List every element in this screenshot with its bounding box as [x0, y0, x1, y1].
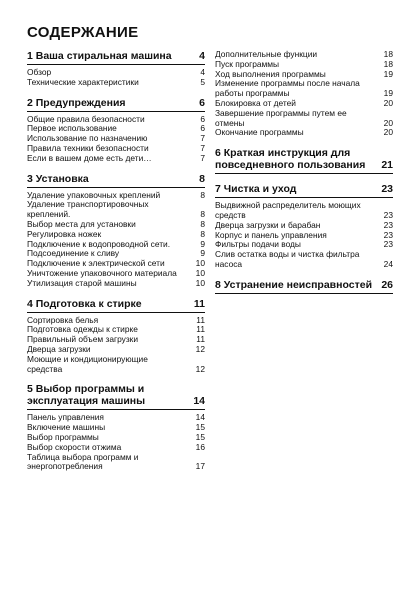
- toc-entry-title: Ход выполнения программы: [215, 68, 326, 79]
- toc-entry[interactable]: [27, 200, 205, 220]
- toc-entry[interactable]: [215, 201, 393, 221]
- toc-entry-page: 7: [200, 133, 205, 144]
- toc-entry-title: Пуск программы: [215, 58, 280, 69]
- toc-entry-page: 10: [195, 258, 205, 269]
- toc-section: [215, 183, 393, 270]
- section-page-number: 26: [381, 278, 393, 291]
- section-title: 2 Предупреждения: [27, 96, 126, 109]
- section-page-number: 14: [193, 395, 205, 408]
- toc-entry[interactable]: [27, 355, 205, 375]
- toc-entry-title: Правильный объем загрузки: [27, 334, 139, 345]
- section-heading[interactable]: [215, 183, 393, 198]
- toc-entry-page: 23: [383, 209, 393, 220]
- toc-entry-title: Моющие и кондиционирующие средства: [27, 353, 148, 374]
- toc-entry-page: 11: [196, 334, 205, 345]
- toc-entry-page: 18: [383, 49, 393, 59]
- toc-entry-title: Сортировка белья: [27, 314, 99, 325]
- section-heading[interactable]: [215, 279, 393, 294]
- section-heading[interactable]: [27, 97, 205, 112]
- section-heading[interactable]: [215, 147, 393, 174]
- toc-entry[interactable]: [215, 250, 393, 270]
- toc-section: [27, 50, 205, 88]
- toc-entry-page: 8: [200, 218, 205, 229]
- toc-entry[interactable]: [27, 78, 205, 88]
- toc-entry-title: Подключение к водопроводной сети.: [27, 238, 171, 249]
- toc-entry[interactable]: [27, 279, 205, 289]
- toc-entry-title: Использование по назначению: [27, 133, 148, 144]
- toc-entry-title: Удаление транспортировочных креплений.: [27, 199, 149, 220]
- section-title: 1 Ваша стиральная машина: [27, 50, 172, 62]
- toc-entry-page: 14: [195, 412, 205, 423]
- toc-entry-page: 7: [200, 142, 205, 153]
- section-page-number: 21: [381, 159, 393, 172]
- toc-entry-page: 24: [383, 258, 393, 269]
- toc-entry-title: Уничтожение упаковочного материала: [27, 267, 177, 278]
- toc-entry-title: Дверца загрузки: [27, 343, 91, 354]
- toc-section: [27, 298, 205, 375]
- toc-entry-title: Дверца загрузки и барабан: [215, 219, 321, 230]
- toc-entry-title: Обзор: [27, 67, 52, 77]
- toc-entry-page: 5: [200, 76, 205, 87]
- toc-entry-page: 9: [200, 248, 205, 259]
- section-heading[interactable]: [27, 50, 205, 65]
- page-title: СОДЕРЖАНИЕ: [27, 24, 139, 41]
- toc-entry-title: Общие правила безопасности: [27, 113, 145, 124]
- toc-entry-page: 8: [200, 228, 205, 239]
- toc-entry-page: 8: [200, 209, 205, 220]
- section-title: 7 Чистка и уход: [215, 183, 297, 196]
- section-title: 8 Устранение неисправностей: [215, 278, 373, 291]
- toc-entry-page: 20: [383, 117, 393, 128]
- toc-entry-page: 23: [383, 239, 393, 250]
- toc-entry-page: 15: [195, 431, 205, 442]
- toc-entry-title: Корпус и панель управления: [215, 229, 327, 240]
- toc-entry-page: 10: [195, 267, 205, 278]
- toc-entry-page: 9: [200, 238, 205, 249]
- toc-entry-page: 23: [383, 229, 393, 240]
- section-page-number: 11: [193, 297, 205, 310]
- toc-entry-page: 19: [383, 68, 393, 79]
- toc-entry-page: 12: [195, 363, 205, 374]
- toc-entry-page: 11: [196, 324, 205, 335]
- toc-entry-page: 11: [196, 314, 205, 325]
- toc-entry[interactable]: [27, 453, 205, 473]
- toc-entry-title: Удаление упаковочных креплений: [27, 189, 161, 200]
- section-page-number: 23: [381, 183, 393, 196]
- toc-entry-page: 19: [383, 88, 393, 99]
- section-heading[interactable]: [27, 298, 205, 313]
- toc-section: [27, 383, 205, 472]
- section-page-number: 6: [199, 96, 205, 109]
- toc-entry-title: Подсоединение к сливу: [27, 248, 120, 259]
- toc-entry-title: Таблица выбора программ и энергопотребления: [27, 451, 139, 472]
- toc-entry-title: Дополнительные функции: [215, 49, 318, 59]
- toc-entry-title: Выбор программы: [27, 431, 99, 442]
- toc-entry-title: Блокировка от детей: [215, 97, 296, 108]
- toc-entry-page: 10: [195, 277, 205, 288]
- toc-entry-title: Правила техники безопасности: [27, 142, 149, 153]
- toc-entry-title: Выдвижной распределитель моющих средств: [215, 200, 361, 220]
- section-heading[interactable]: [27, 173, 205, 188]
- toc-entry-title: Выбор места для установки: [27, 218, 136, 229]
- toc-entry-title: Регулировка ножек: [27, 228, 102, 239]
- toc-entry-page: 20: [383, 97, 393, 108]
- toc-entry-title: Подключение к электрической сети: [27, 258, 165, 269]
- toc-entry-page: 8: [200, 189, 205, 200]
- toc-entry-title: Включение машины: [27, 422, 106, 433]
- toc-entry-page: 15: [195, 422, 205, 433]
- section-title: 4 Подготовка к стирке: [27, 297, 142, 310]
- toc-entry-title: Выбор скорости отжима: [27, 441, 122, 452]
- toc-entry[interactable]: [215, 109, 393, 129]
- toc-entry-title: Окончание программы: [215, 127, 304, 138]
- toc-entry-page: 6: [200, 113, 205, 124]
- toc-section: [27, 97, 205, 164]
- toc-entry[interactable]: [215, 128, 393, 138]
- toc-section: [215, 279, 393, 294]
- toc-section: [215, 50, 393, 138]
- toc-entry-page: 6: [200, 123, 205, 134]
- section-title: 6 Краткая инструкция для повседневного пользования: [215, 147, 366, 172]
- toc-entry-page: 16: [195, 441, 205, 452]
- toc-entry-page: 17: [195, 461, 205, 472]
- toc-entry-title: Подготовка одежды к стирке: [27, 324, 138, 335]
- toc-section: [27, 173, 205, 289]
- toc-entry-title: Утилизация старой машины: [27, 277, 137, 288]
- toc-column-left: [27, 50, 205, 481]
- toc-column-right: [215, 50, 393, 303]
- toc-entry-page: 20: [383, 127, 393, 138]
- toc-section: [215, 147, 393, 174]
- toc-entry-title: Слив остатка воды и чистка фильтра насоса: [215, 249, 360, 269]
- toc-entry-page: 18: [383, 58, 393, 69]
- toc-entry-page: 4: [200, 67, 205, 77]
- toc-entry-title: Если в вашем доме есть дети…: [27, 152, 152, 163]
- toc-entry-page: 12: [195, 343, 205, 354]
- toc-entry-title: Изменение программы после начала работы программы: [215, 78, 360, 99]
- toc-entry[interactable]: [215, 79, 393, 99]
- section-title: 5 Выбор программы и эксплуатация машины: [27, 383, 146, 408]
- toc-entry-page: 7: [200, 152, 205, 163]
- toc-entry-title: Панель управления: [27, 412, 104, 423]
- section-page-number: 4: [199, 50, 205, 62]
- section-title: 3 Установка: [27, 172, 89, 185]
- toc-entry-title: Завершение программы путем ее отмены: [215, 107, 347, 128]
- section-heading[interactable]: [27, 383, 205, 410]
- toc-entry-title: Технические характеристики: [27, 76, 139, 87]
- toc-entry-page: 23: [383, 219, 393, 230]
- section-page-number: 8: [199, 172, 205, 185]
- toc-entry-title: Первое использование: [27, 123, 117, 134]
- toc-entry-title: Фильтры подачи воды: [215, 239, 301, 250]
- toc-entry[interactable]: [27, 154, 205, 164]
